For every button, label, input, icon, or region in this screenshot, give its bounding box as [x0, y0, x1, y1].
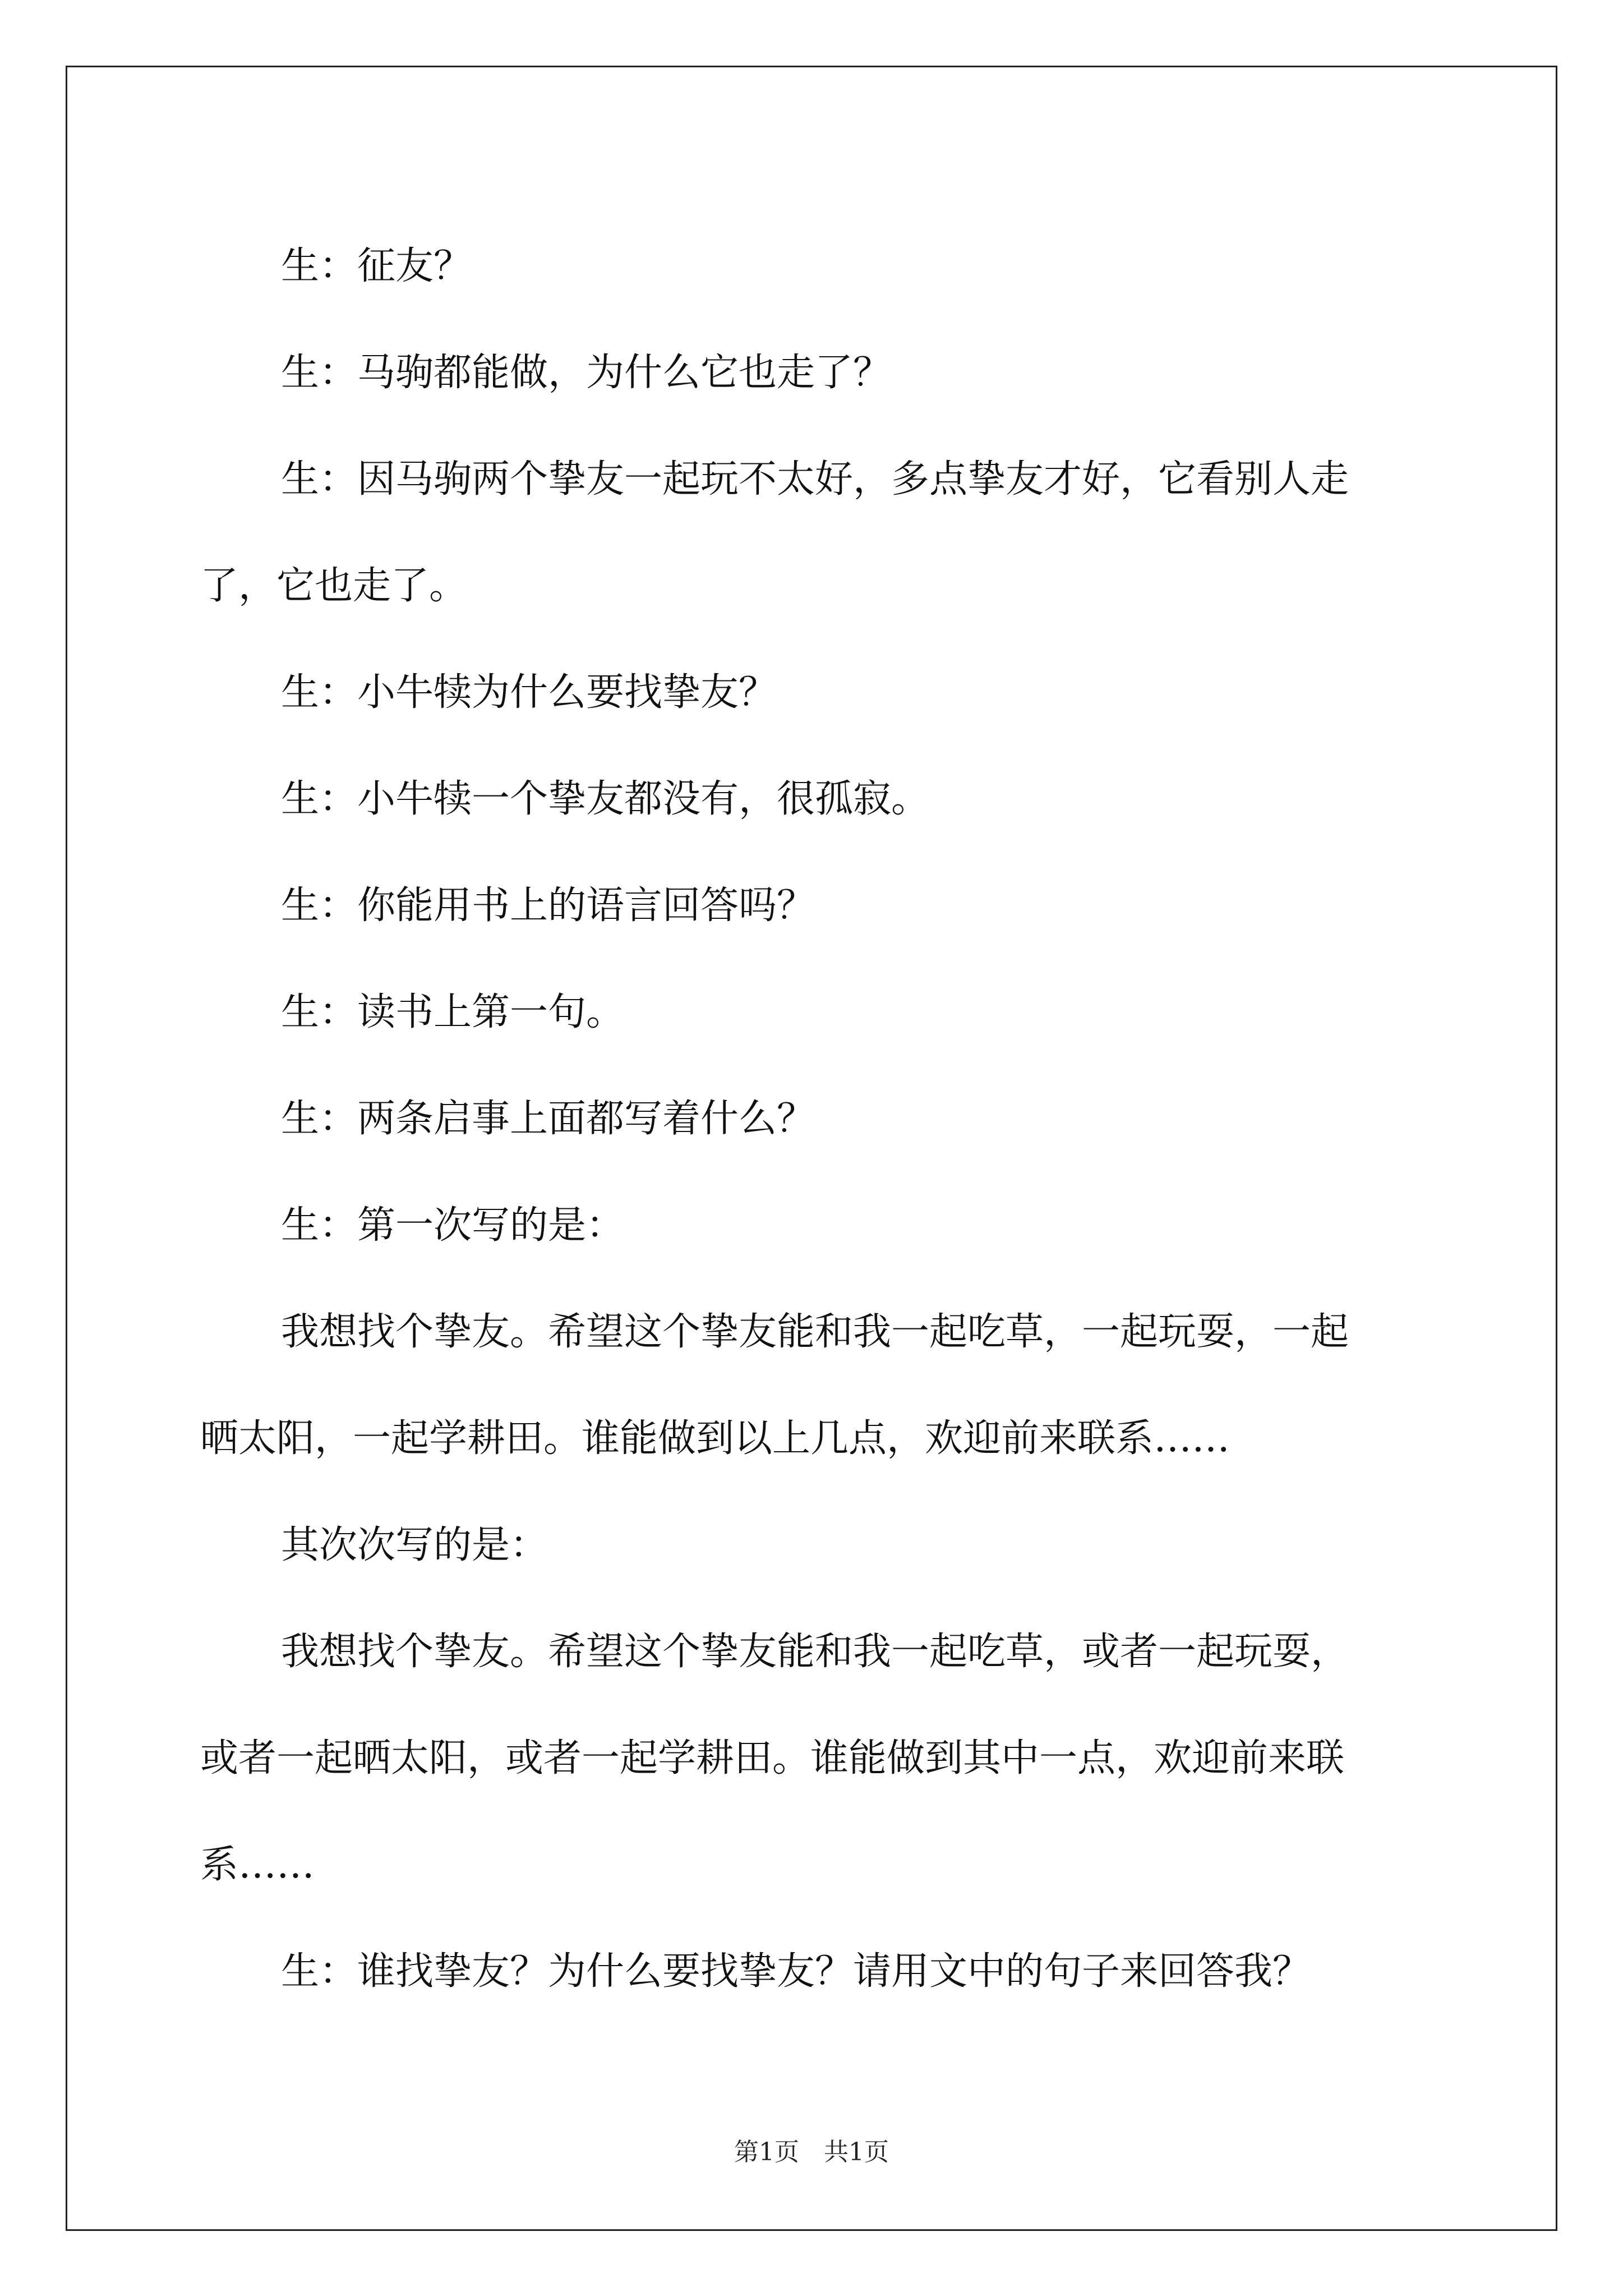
paragraph-line: 生：小牛犊为什么要找挚友？ [281, 670, 777, 715]
paragraph-line: 我想找个挚友。希望这个挚友能和我一起吃草，或者一起玩耍， [281, 1630, 1349, 1674]
paragraph-line: 我想找个挚友。希望这个挚友能和我一起吃草，一起玩耍，一起 [281, 1310, 1349, 1354]
paragraph-line: 生：你能用书上的语言回答吗？ [281, 884, 815, 928]
paragraph-line: 其次次写的是： [281, 1523, 548, 1567]
paragraph-line: 生：征友？ [281, 244, 472, 288]
paragraph-line: 生：马驹都能做，为什么它也走了？ [281, 351, 892, 395]
paragraph-line: 系…… [200, 1843, 315, 1887]
paragraph-line: 或者一起晒太阳，或者一起学耕田。谁能做到其中一点，欢迎前来联 [200, 1736, 1345, 1780]
page-number-footer: 第1页 共1页 [734, 2138, 889, 2166]
paragraph-line: 生：小牛犊一个挚友都没有，很孤寂。 [281, 777, 930, 821]
paragraph-line: 了，它也走了。 [200, 564, 468, 608]
paragraph-line: 生：读书上第一句。 [281, 990, 625, 1034]
paragraph-line: 生：谁找挚友？为什么要找挚友？请用文中的句子来回答我？ [281, 1949, 1311, 1994]
paragraph-line: 生：因马驹两个挚友一起玩不太好，多点挚友才好，它看别人走 [281, 457, 1349, 501]
paragraph-line: 生：两条启事上面都写着什么？ [281, 1097, 815, 1141]
paragraph-line: 晒太阳，一起学耕田。谁能做到以上几点，欢迎前来联系…… [200, 1416, 1230, 1461]
paragraph-line: 生：第一次写的是： [281, 1203, 625, 1248]
